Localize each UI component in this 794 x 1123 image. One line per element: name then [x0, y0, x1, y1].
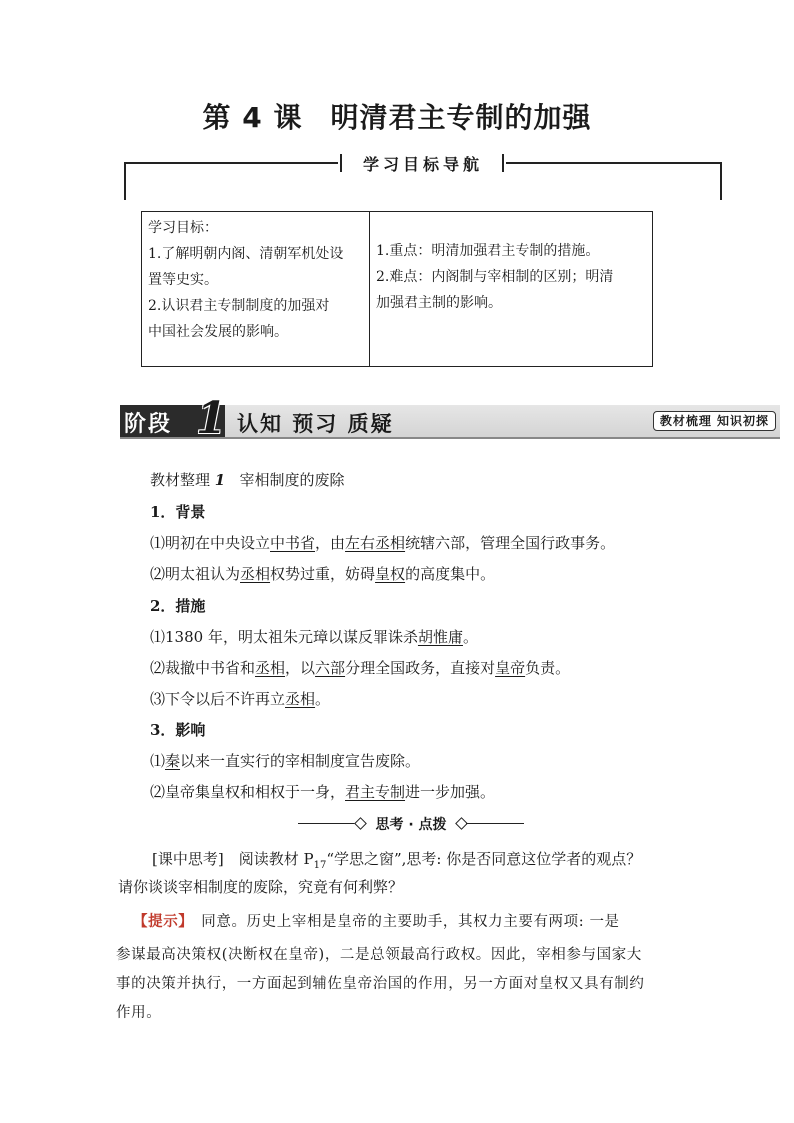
objective-line: 1.了解明朝内阁、清朝军机处设	[148, 246, 344, 262]
nav-cap-right	[502, 154, 504, 172]
text-run: ⑵明太祖认为	[150, 565, 241, 583]
answer-zuoyou-chengxiang: 左右丞相	[345, 534, 406, 552]
page-subscript: 17	[313, 860, 327, 871]
text-run: 权势过重，妨碍	[270, 565, 376, 583]
objective-line: 置等史实。	[148, 272, 218, 288]
divider-line-right	[466, 823, 524, 824]
lesson-name: 明清君主专制的加强	[330, 101, 592, 134]
text-run: 统辖六部，管理全国行政事务。	[405, 534, 616, 552]
diamond-icon	[354, 817, 367, 830]
background-item-2	[150, 564, 495, 584]
answer-chengxiang: 丞相	[285, 690, 316, 708]
hint-label: 【提示】	[133, 913, 187, 930]
objective-line: 2.难点：内阁制与宰相制的区别；明清	[376, 269, 614, 285]
objective-line: 1.重点：明清加强君主专制的措施。	[376, 243, 600, 259]
text-run: ⑴	[150, 752, 166, 770]
heading-impact: 3．影响	[150, 721, 206, 739]
measure-item-2	[150, 658, 570, 678]
hint-line-2: 参谋最高决策权(决断权在皇帝)，二是总领最高行政权。因此，宰相参与国家大	[116, 947, 642, 963]
objective-line: 2.认识君主专制制度的加强对	[148, 298, 330, 314]
think-label: 思考 · 点拨	[375, 817, 447, 833]
section-number: 1	[214, 471, 226, 489]
text-run: “学思之窗”,思考: 你是否同意这位学者的观点？	[326, 850, 642, 868]
text-run: 进一步加强。	[405, 783, 496, 801]
answer-chengxiang: 丞相	[240, 565, 271, 583]
objectives-left-cell	[142, 212, 370, 366]
answer-zhongshusheng: 中书省	[270, 534, 316, 552]
stage-number: 1	[196, 393, 227, 444]
text-run: ，由	[315, 534, 346, 552]
text-run: 同意。历史上宰相是皇帝的主要助手，其权力主要有两项: 一是	[186, 914, 620, 930]
text-run: 。	[315, 690, 331, 708]
text-run: ⑵皇帝集皇权和相权于一身，	[150, 783, 346, 801]
section-heading	[150, 470, 345, 490]
think-divider	[298, 814, 524, 834]
impact-item-1	[150, 751, 420, 771]
hint-line-3: 事的决策并执行，一方面起到辅佐皇帝治国的作用，另一方面对皇权又具有制约	[116, 976, 645, 992]
text-run: 。	[462, 628, 478, 646]
stage-banner	[120, 393, 780, 444]
question-line-1	[152, 849, 641, 876]
divider-line-left	[298, 823, 356, 824]
text-run: ⑴1380 年，明太祖朱元璋以谋反罪诛杀	[150, 628, 418, 646]
objectives-table	[141, 211, 653, 367]
heading-background: 1．背景	[150, 503, 206, 521]
answer-huangquan: 皇权	[375, 565, 406, 583]
nav-tick-left	[124, 162, 126, 200]
stage-title: 认知 预习 质疑	[237, 412, 394, 436]
measure-item-3	[150, 689, 330, 709]
background-item-1	[150, 533, 615, 553]
text-run: ，以	[285, 659, 316, 677]
answer-hu-weiyong: 胡惟庸	[417, 628, 463, 646]
question-line-2: 请你谈谈宰相制度的废除，究竟有何利弊？	[118, 878, 404, 896]
text-run: 负责。	[525, 659, 571, 677]
page-title	[0, 96, 794, 136]
answer-qin: 秦	[165, 752, 181, 770]
text-run: ⑶下令以后不许再立	[150, 690, 286, 708]
objectives-right-cell	[370, 212, 652, 392]
impact-item-2	[150, 782, 495, 802]
nav-rule-right	[506, 162, 722, 164]
nav-tick-right	[720, 162, 722, 200]
stage-tag: 教材梳理 知识初探	[653, 411, 776, 431]
nav-cap-left	[340, 154, 342, 172]
stage-word: 阶段	[124, 412, 173, 437]
answer-junzhu-zhuanzhi: 君主专制	[345, 783, 406, 801]
text-run: [课中思考] 阅读教材 P	[152, 850, 314, 868]
text-run: 的高度集中。	[405, 565, 496, 583]
section-title: 宰相制度的废除	[239, 471, 345, 489]
section-label: 教材整理	[150, 471, 211, 489]
answer-liubu: 六部	[315, 659, 346, 677]
objectives-nav-title: 学习目标导航	[362, 155, 483, 174]
answer-chengxiang: 丞相	[255, 659, 286, 677]
measure-item-1	[150, 627, 478, 647]
text-run: ⑴明初在中央设立	[150, 534, 271, 552]
text-run: 分理全国政务，直接对	[345, 659, 496, 677]
objective-line: 学习目标：	[148, 220, 218, 236]
hint-line-4: 作用。	[116, 1005, 162, 1021]
answer-huangdi: 皇帝	[495, 659, 526, 677]
hint-line-1	[133, 908, 681, 936]
nav-rule-left	[124, 162, 338, 164]
lesson-number: 第 4 课	[202, 101, 303, 134]
text-run: 以来一直实行的宰相制度宣告废除。	[180, 752, 421, 770]
heading-measures: 2．措施	[150, 597, 206, 615]
objective-line: 加强君主制的影响。	[376, 295, 502, 311]
objectives-nav-header	[124, 152, 722, 200]
text-run: ⑵裁撤中书省和	[150, 659, 256, 677]
objective-line: 中国社会发展的影响。	[148, 324, 288, 340]
